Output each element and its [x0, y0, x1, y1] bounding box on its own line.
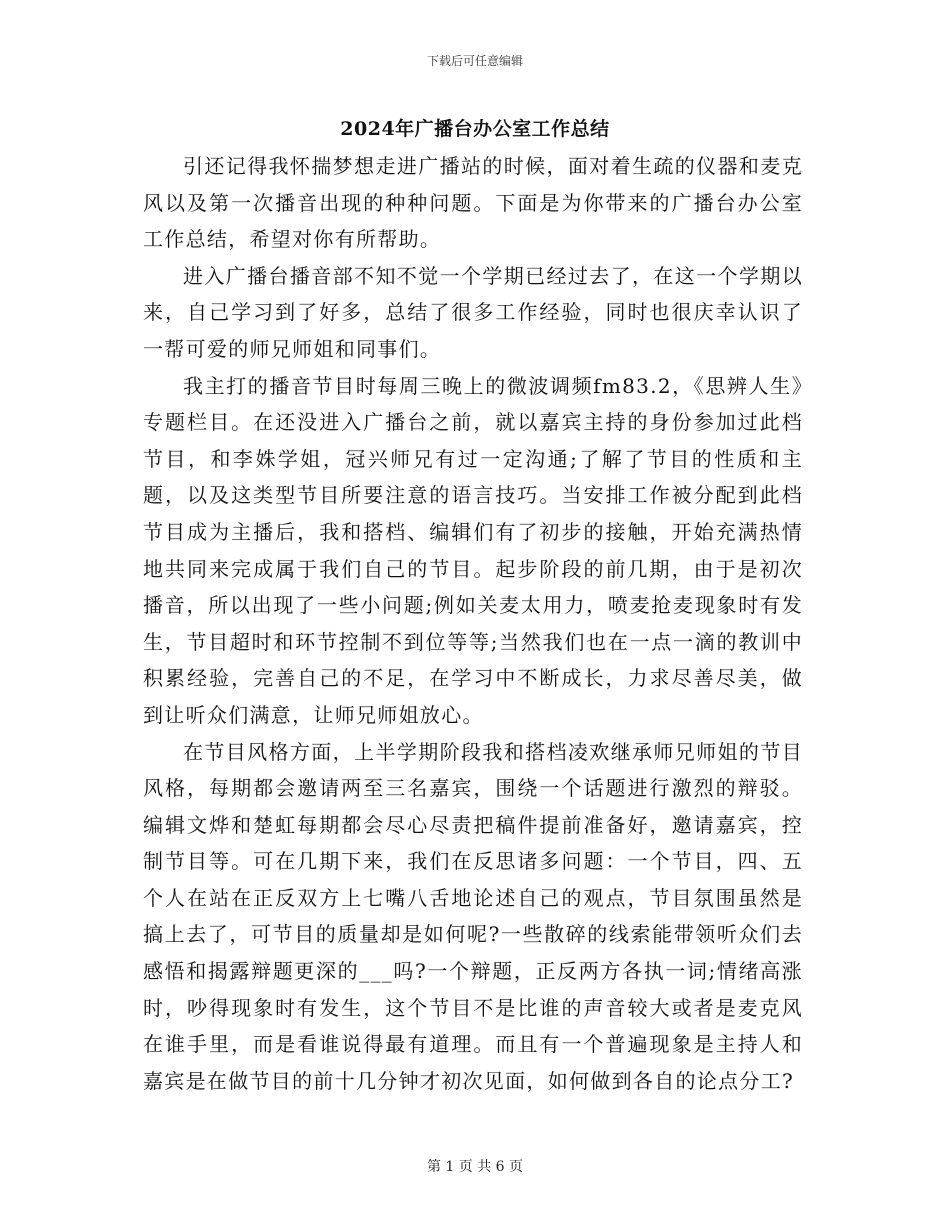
document-title: 2024年广播台办公室工作总结	[340, 118, 610, 140]
paragraph: 引还记得我怀揣梦想走进广播站的时候，面对着生疏的仪器和麦克风以及第一次播音出现的种种问题。下面是为你带来的广播台办公室工作总结，希望对你有所帮助。	[143, 154, 803, 252]
paragraph: 进入广播台播音部不知不觉一个学期已经过去了，在这一个学期以来，自己学习到了好多，总结了很多工作经验，同时也很庆幸认识了一帮可爱的师兄师姐和同事们。	[143, 263, 803, 361]
page-number: 第 1 页 共 6 页	[426, 1159, 524, 1175]
header-note: 下载后可任意编辑	[426, 54, 523, 68]
paragraph: 在节目风格方面，上半学期阶段我和搭档凌欢继承师兄师姐的节目风格，每期都会邀请两至三名嘉宾，围绕一个话题进行激烈的辩驳。编辑文烨和楚虹每期都会尽心尽责把稿件提前准备好，邀请嘉宾，控制节目等。可在几期下来，我们在反思诸多问题：一个节目，四、五个人在站在正反双方上七嘴八舌地论述自己的观点，节目氛围虽然是搞上去了，可节目的质量却是如何呢?一些散碎的线索能带领听众们去感悟和揭露辩题更深的___吗?一个辩题，正反两方各执一词;情绪高涨时，吵得现象时有发生，这个节目不是比谁的声音较大或者是麦克风在谁手里，而是看谁说得最有道理。而且有一个普遍现象是主持人和嘉宾是在做节目的前十几分钟才初次见面，如何做到各自的论点分工?	[143, 739, 803, 1093]
paragraph: 我主打的播音节目时每周三晚上的微波调频fm83.2，《思辨人生》专题栏目。在还没进入广播台之前，就以嘉宾主持的身份参加过此档节目，和李姝学姐，冠兴师兄有过一定沟通;了解了节目的性质和主题，以及这类型节目所要注意的语言技巧。当安排工作被分配到此档节目成为主播后，我和搭档、编辑们有了初步的接触，开始充满热情地共同来完成属于我们自己的节目。起步阶段的前几期，由于是初次播音，所以出现了一些小问题;例如关麦太用力，喷麦抢麦现象时有发生，节目超时和环节控制不到位等等;当然我们也在一点一滴的教训中积累经验，完善自己的不足，在学习中不断成长，力求尽善尽美，做到让听众们满意，让师兄师姐放心。	[143, 373, 803, 727]
document-body	[143, 148, 803, 1099]
